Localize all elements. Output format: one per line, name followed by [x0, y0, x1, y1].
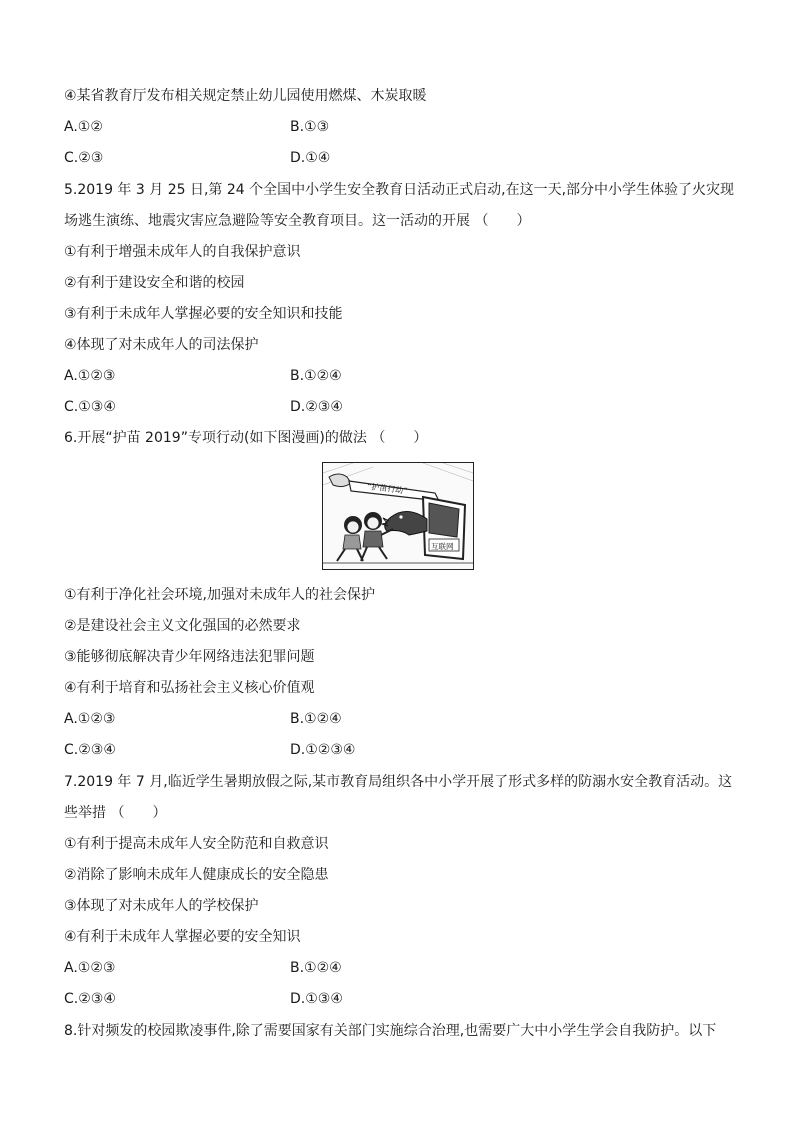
q5-item-1: ①有利于增强未成年人的自我保护意识 — [64, 244, 301, 260]
q6-stem: 6.开展“护苗 2019”专项行动(如下图漫画)的做法 （ ） — [64, 430, 428, 446]
q7-item-4: ④有利于未成年人掌握必要的安全知识 — [64, 929, 301, 945]
q6-item-2: ②是建设社会主义文化强国的必然要求 — [64, 618, 301, 634]
q5-item-2: ②有利于建设安全和谐的校园 — [64, 275, 245, 291]
q5-item-4: ④体现了对未成年人的司法保护 — [64, 337, 259, 353]
q5-option-b: B.①②④ — [290, 368, 342, 384]
q5-stem-line-1: 5.2019 年 3 月 25 日,第 24 个全国中小学生安全教育日活动正式启动,在这一天,部分中小学生体验了火灾现 — [64, 182, 735, 198]
q7-option-b: B.①②④ — [290, 960, 342, 976]
comic-drawing — [323, 463, 473, 569]
q4-option-d: D.①④ — [290, 150, 331, 166]
q4-option-a: A.①② — [64, 119, 103, 135]
q5-stem-line-2: 场逃生演练、地震灾害应急避险等安全教育项目。这一活动的开展 （ ） — [64, 213, 531, 229]
q7-item-3: ③体现了对未成年人的学校保护 — [64, 898, 259, 914]
q7-item-2: ②消除了影响未成年人健康成长的安全隐患 — [64, 867, 329, 883]
q7-option-a: A.①②③ — [64, 960, 116, 976]
q5-option-c: C.①③④ — [64, 399, 116, 415]
q6-item-4: ④有利于培育和弘扬社会主义核心价值观 — [64, 680, 315, 696]
q6-option-d: D.①②③④ — [290, 742, 356, 758]
q6-option-b: B.①②④ — [290, 711, 342, 727]
q7-stem-line-1: 7.2019 年 7 月,临近学生暑期放假之际,某市教育局组织各中小学开展了形式多样的防溺水安全教育活动。这 — [64, 774, 733, 790]
q7-option-d: D.①③④ — [290, 991, 343, 1007]
comic-screen-text: 互联网 — [431, 542, 454, 551]
comic-illustration — [322, 462, 474, 570]
q5-option-d: D.②③④ — [290, 399, 343, 415]
q6-option-a: A.①②③ — [64, 711, 116, 727]
q4-option-b: B.①③ — [290, 119, 330, 135]
q4-option-c: C.②③ — [64, 150, 104, 166]
q6-option-c: C.②③④ — [64, 742, 116, 758]
q8-stem-line-1: 8.针对频发的校园欺凌事件,除了需要国家有关部门实施综合治理,也需要广大中小学生学会自我防护。以下 — [64, 1023, 717, 1039]
comic-banner-text: “护苗行动” — [366, 481, 408, 496]
q7-item-1: ①有利于提高未成年人安全防范和自救意识 — [64, 836, 329, 852]
q7-stem-line-2: 些举措 （ ） — [64, 805, 167, 821]
q6-item-1: ①有利于净化社会环境,加强对未成年人的社会保护 — [64, 587, 375, 603]
q7-option-c: C.②③④ — [64, 991, 116, 1007]
q5-option-a: A.①②③ — [64, 368, 116, 384]
q5-item-3: ③有利于未成年人掌握必要的安全知识和技能 — [64, 306, 343, 322]
q6-item-3: ③能够彻底解决青少年网络违法犯罪问题 — [64, 649, 315, 665]
q4-item-4: ④某省教育厅发布相关规定禁止幼儿园使用燃煤、木炭取暖 — [64, 88, 427, 104]
